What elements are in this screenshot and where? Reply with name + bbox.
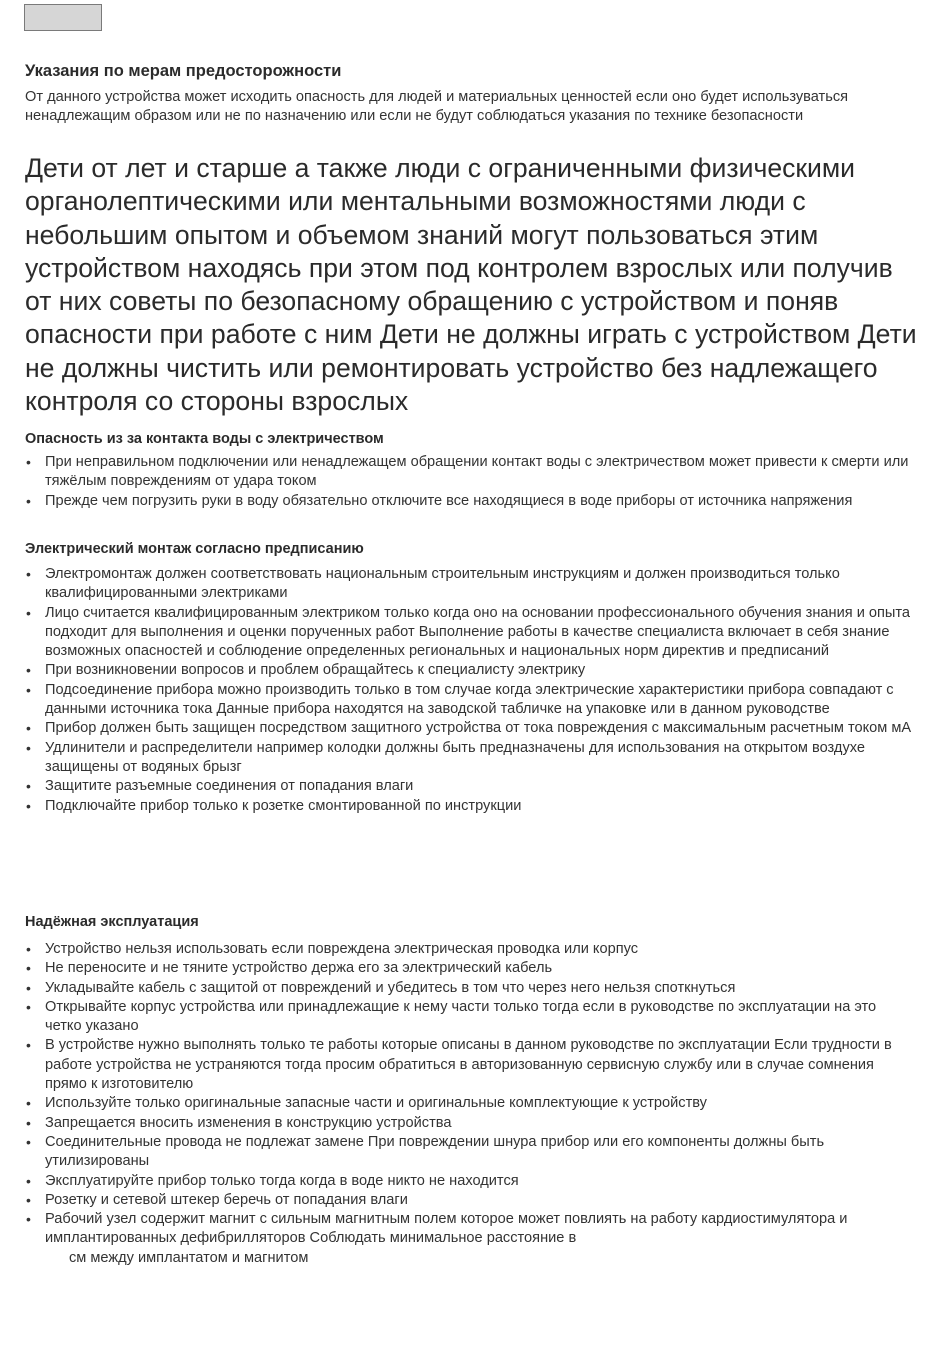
list-item-text: Подсоединение прибора можно производить только в том случае когда электрические характеристики прибора совпадают с данными источника тока Данные прибора находятся на заводской табличке на упаковке или в данном руководстве	[45, 681, 894, 718]
section-water-heading: Опасность из за контакта воды с электричеством	[25, 431, 384, 447]
list-item-text: При возникновении вопросов и проблем обращайтесь к специалисту электрику	[45, 662, 586, 679]
section-operation-heading: Надёжная эксплуатация	[25, 914, 199, 930]
list-item	[25, 1210, 915, 1268]
list-item	[25, 1191, 915, 1210]
bullet-icon: •	[26, 662, 31, 679]
bullet-icon: •	[26, 1037, 31, 1054]
bullet-icon: •	[26, 492, 31, 509]
list-item	[25, 492, 915, 511]
list-item	[25, 719, 915, 738]
list-item-text: Защитите разъемные соединения от попадания влаги	[45, 778, 414, 795]
list-item	[25, 1133, 915, 1172]
list-item-text-continuation: см между имплантатом и магнитом	[69, 1249, 309, 1266]
list-item-text: При неправильном подключении или ненадлежащем обращении контакт воды с электричеством может привести к смерти или тяжёлым повреждениям от удара током	[45, 454, 909, 490]
list-item-text: Рабочий узел содержит магнит с сильным магнитным полем которое может повлиять на работу кардиостимулятора и имплантированных дефибрилляторов Соблюдать минимальное расстояние в	[45, 1211, 848, 1247]
list-item-text: Открывайте корпус устройства или принадлежащие к нему части только тогда если в руководстве по эксплуатации на это четко указано	[45, 998, 877, 1035]
list-item	[25, 453, 915, 492]
bullet-icon: •	[26, 1133, 31, 1150]
list-item	[25, 661, 915, 680]
section-install-list	[25, 565, 915, 816]
list-item	[25, 940, 915, 959]
bullet-icon: •	[26, 604, 31, 621]
list-item-text: Используйте только оригинальные запасные части и оригинальные комплектующие к устройству	[45, 1095, 707, 1112]
list-item-text: Запрещается вносить изменения в конструкцию устройства	[45, 1114, 452, 1131]
bullet-icon: •	[26, 566, 31, 582]
list-item-text: Соединительные провода не подлежат замене При повреждении шнура прибор или его компоненты должны быть утилизированы	[45, 1133, 825, 1170]
bullet-icon: •	[26, 1114, 31, 1131]
bullet-icon: •	[26, 1191, 31, 1208]
list-item-text: Не переносите и не тяните устройство держа его за электрический кабель	[45, 960, 553, 977]
list-item	[25, 739, 915, 778]
list-item-text: Прежде чем погрузить руки в воду обязательно отключите все находящиеся в воде приборы от источника напряжения	[45, 492, 853, 509]
bullet-icon: •	[26, 1211, 31, 1228]
bullet-icon: •	[26, 681, 31, 698]
bullet-icon: •	[26, 720, 31, 737]
page-title: Указания по мерам предосторожности	[25, 62, 342, 80]
bullet-icon: •	[26, 454, 31, 470]
list-item-text: Подключайте прибор только к розетке смонтированной по инструкции	[45, 797, 522, 814]
bullet-icon: •	[26, 797, 31, 814]
list-item-text: Укладывайте кабель с защитой от повреждений и убедитесь в том что через него нельзя споткнуться	[45, 979, 736, 996]
list-item-text: Розетку и сетевой штекер беречь от попадания влаги	[45, 1191, 408, 1208]
list-item	[25, 979, 915, 998]
list-item	[25, 1114, 915, 1133]
list-item-text: В устройстве нужно выполнять только те работы которые описаны в данном руководстве по эксплуатации Если трудности в работе устройства не устраняются тогда просим обратиться в авторизованную сервисную службу или в случае сомнения прямо к изготовителю	[45, 1037, 892, 1093]
page-marker-box	[24, 4, 102, 31]
list-item-text: Электромонтаж должен соответствовать национальным строительным инструкциям и должен производиться только квалифицированными электриками	[45, 566, 840, 602]
list-item	[25, 959, 915, 978]
section-install-heading: Электрический монтаж согласно предписанию	[25, 541, 364, 557]
list-item	[25, 681, 915, 720]
list-item-text: Эксплуатируйте прибор только тогда когда в воде никто не находится	[45, 1172, 519, 1189]
list-item-text: Лицо считается квалифицированным электриком только когда оно на основании профессионального обучения знания и опыта подходит для выполнения и оценки порученных работ Выполнение работы в качестве специалиста включает в себя знание возможных опасностей и соблюдение определенных региональных и национальных норм директив и предписаний	[45, 604, 911, 660]
list-item	[25, 777, 915, 796]
list-item-text: Удлинители и распределители например колодки должны быть предназначены для использования на открытом воздухе защищены от водяных брызг	[45, 739, 865, 775]
bullet-icon: •	[26, 1095, 31, 1112]
section-water-list	[25, 453, 915, 511]
bullet-icon: •	[26, 979, 31, 996]
intro-paragraph: От данного устройства может исходить опасность для людей и материальных ценностей если оно будет используваться ненадлежащим образом или не по назначению или если не будут соблюдаться указания по технике безопасности	[25, 89, 849, 125]
list-item-text: Устройство нельзя использовать если повреждена электрическая проводка или корпус	[45, 941, 639, 957]
list-item	[25, 604, 915, 662]
list-item	[25, 1172, 915, 1191]
list-item-text: Прибор должен быть защищен посредством защитного устройства от тока повреждения с максимальным расчетным током мА	[45, 720, 912, 737]
list-item	[25, 797, 915, 816]
bullet-icon: •	[26, 739, 31, 756]
bullet-icon: •	[26, 941, 31, 957]
list-item	[25, 998, 915, 1037]
list-item	[25, 1036, 915, 1094]
section-operation-list	[25, 940, 915, 1268]
children-warning: Дети от лет и старше а также люди с ограниченными физическими органолептическими или ментальными возможностями люди с небольшим опытом и объемом знаний могут пользоваться этим устройством находясь при этом под контролем взрослых или получив от них советы по безопасному обращению с устройством и поняв опасности при работе с ним Дети не должны играть с устройством Дети не должны чистить или ремонтировать устройство без надлежащего контроля со стороны взрослых	[25, 153, 917, 417]
list-item	[25, 1094, 915, 1113]
list-item	[25, 565, 915, 604]
bullet-icon: •	[26, 1172, 31, 1189]
bullet-icon: •	[26, 960, 31, 977]
bullet-icon: •	[26, 998, 31, 1015]
bullet-icon: •	[26, 778, 31, 795]
